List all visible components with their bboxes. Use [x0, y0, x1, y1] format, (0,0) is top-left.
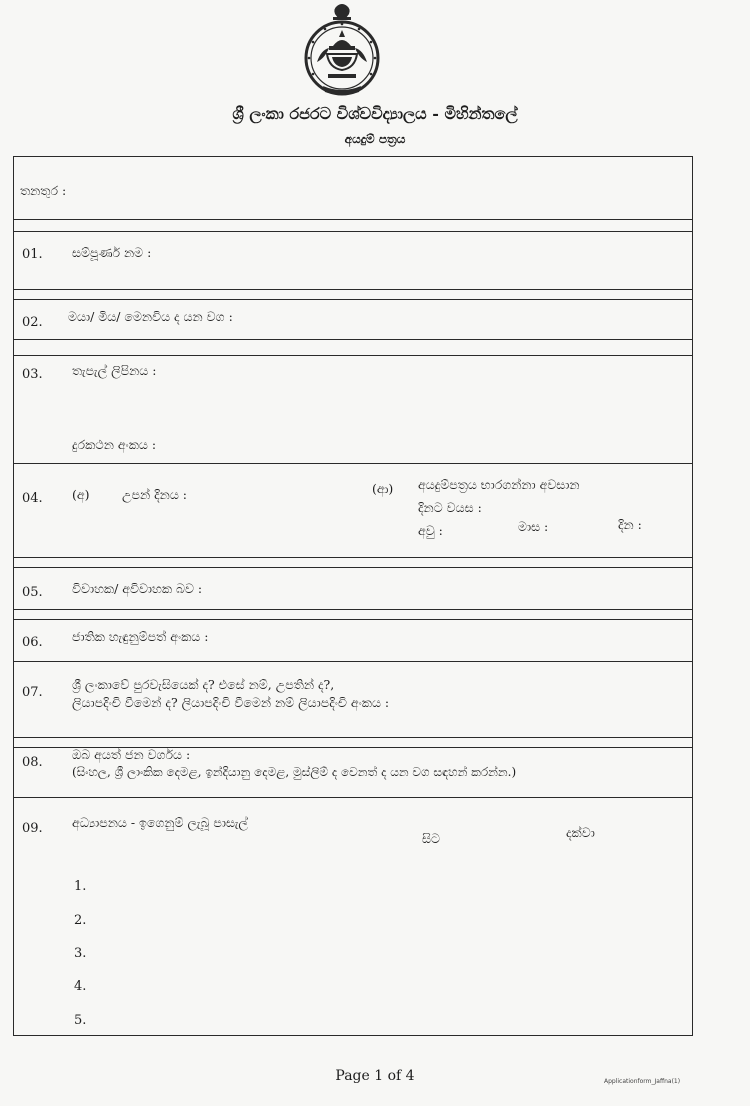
age-years-label: අවු : [418, 523, 443, 538]
row-divider [14, 797, 692, 798]
postal-address-label: තැපැල් ලිපිනය : [72, 363, 157, 378]
post-label: තනතුර : [20, 183, 67, 198]
university-emblem [303, 2, 381, 100]
q04-number: 04. [22, 491, 43, 506]
row-divider [14, 567, 692, 568]
age-days-label: දින : [618, 517, 642, 532]
age-at-closing-label-1: අයදුම්පත්‍රය භාරගන්නා අවසාන [418, 477, 580, 492]
row-divider [14, 355, 692, 356]
telephone-label: දුරකථන අංකය : [72, 437, 157, 452]
row-divider [14, 231, 692, 232]
file-name-stamp: Applicationform_Jaffna(1) [604, 1078, 681, 1085]
from-column-label: සිට [422, 831, 440, 846]
row-divider [14, 661, 692, 662]
school-item-2: 2. [74, 913, 87, 928]
form-title: අයදුම් පත්‍රය [344, 132, 406, 146]
ethnicity-label: ඔබ අයත් ජන වර්ගය : [72, 747, 191, 762]
ethnicity-hint: (සිංහල, ශ්‍රී ලාංකික දෙමළ, ඉන්දියානු දෙමළ, මුස්ලිම් ද වෙනත් ද යන වග සඳහන් කරන්න.) [72, 765, 517, 779]
school-item-3: 3. [74, 946, 87, 961]
row-divider [14, 463, 692, 464]
q02-number: 02. [22, 315, 43, 330]
application-form-table [13, 156, 693, 1036]
full-name-label: සම්පූර්ණ නම : [72, 245, 152, 260]
q05-number: 05. [22, 585, 43, 600]
title-mr-mrs-miss-label: මයා/ මිය/ මෙනවිය ද යන වග : [68, 309, 233, 324]
age-months-label: මාස : [518, 519, 549, 534]
university-title: ශ්‍රී ලංකා රජරට විශ්වවිද්‍යාලය - මිහින්තලේ [232, 104, 518, 123]
to-column-label: දක්වා [566, 825, 595, 840]
school-item-5: 5. [74, 1013, 87, 1028]
row-divider [14, 609, 692, 610]
age-at-closing-label-2: දිනට වයස : [418, 500, 482, 515]
q01-number: 01. [22, 247, 43, 262]
row-divider [14, 219, 692, 220]
q03-number: 03. [22, 367, 43, 382]
q08-number: 08. [22, 755, 43, 770]
citizenship-label-1: ශ්‍රී ලංකාවේ පුරවැසියෙක් ද? එසේ නම්, උපතින් ද?, [72, 677, 335, 692]
school-item-1: 1. [74, 879, 87, 894]
nic-number-label: ජාතික හැඳුනුම්පත් අංකය : [72, 629, 209, 644]
q09-number: 09. [22, 821, 43, 836]
marital-status-label: විවාහක/ අවිවාහක බව : [72, 581, 203, 596]
q07-number: 07. [22, 685, 43, 700]
date-of-birth-label: උපන් දිනය : [122, 487, 187, 502]
row-divider [14, 557, 692, 558]
row-divider [14, 737, 692, 738]
school-item-4: 4. [74, 979, 87, 994]
page-number: Page 1 of 4 [335, 1068, 415, 1084]
row-divider [14, 619, 692, 620]
row-divider [14, 289, 692, 290]
citizenship-label-2: ලියාපදිංචි වීමෙන් ද? ලියාපදිංචි වීමෙන් නම් ලියාපදිංචි අංකය : [72, 695, 390, 710]
q06-number: 06. [22, 635, 43, 650]
q04-b-mark: (ආ) [372, 481, 394, 496]
row-divider [14, 299, 692, 300]
row-divider [14, 339, 692, 340]
q04-a-mark: (අ) [72, 487, 90, 502]
education-schools-label: අධ්‍යාපනය - ඉගෙනුම් ලැබූ පාසැල් [72, 815, 248, 830]
